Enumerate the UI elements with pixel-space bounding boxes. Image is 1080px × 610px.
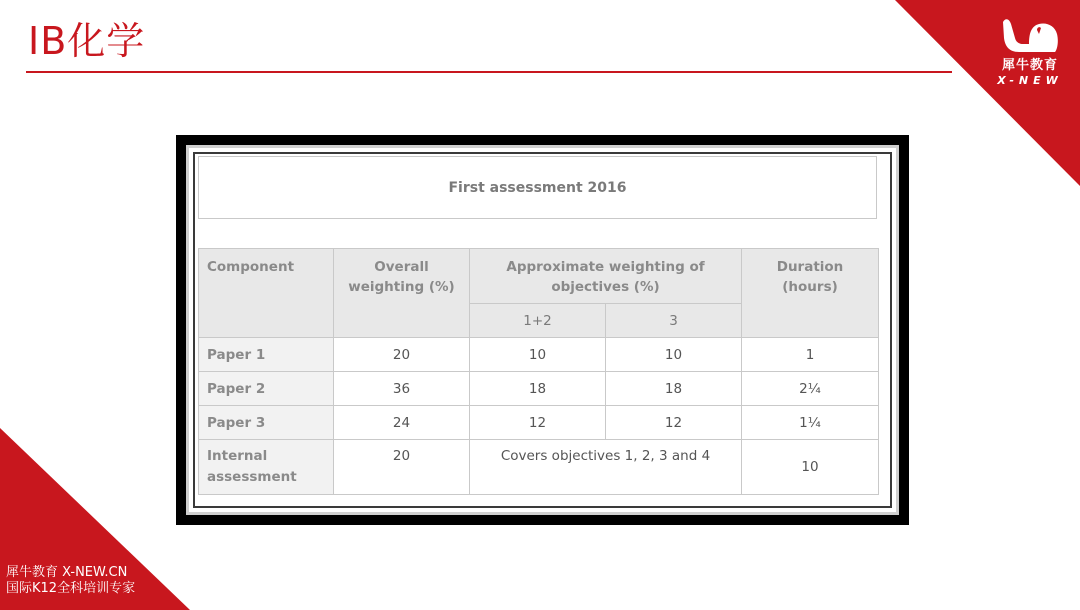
rhino-icon bbox=[999, 16, 1061, 54]
cell-overall: 24 bbox=[334, 406, 470, 440]
table-header-row bbox=[199, 249, 879, 304]
cell-overall: 20 bbox=[334, 440, 470, 495]
header-component: Component bbox=[199, 249, 334, 338]
cell-duration: 1 bbox=[742, 338, 879, 372]
header-approx-weighting: Approximate weighting of objectives (%) bbox=[470, 249, 742, 304]
cell-obj3: 12 bbox=[606, 406, 742, 440]
title-underline bbox=[26, 71, 952, 73]
cell-obj12: 10 bbox=[470, 338, 606, 372]
slide-title: IB化学 bbox=[28, 19, 146, 63]
table-row bbox=[199, 406, 879, 440]
cell-objectives-note: Covers objectives 1, 2, 3 and 4 bbox=[470, 440, 742, 495]
header-objective-3: 3 bbox=[606, 304, 742, 338]
cell-obj3: 18 bbox=[606, 372, 742, 406]
cell-obj12: 18 bbox=[470, 372, 606, 406]
cell-component: Paper 2 bbox=[199, 372, 334, 406]
cell-duration: 10 bbox=[742, 440, 879, 495]
brand-name-cn: 犀牛教育 bbox=[1001, 58, 1058, 73]
footer-text bbox=[6, 565, 135, 597]
cell-overall: 20 bbox=[334, 338, 470, 372]
footer-line-1: 犀牛教育 X-NEW.CN bbox=[6, 565, 128, 580]
footer-line-2: 国际K12全科培训专家 bbox=[6, 581, 136, 596]
cell-component: Paper 3 bbox=[199, 406, 334, 440]
cell-duration: 2¼ bbox=[742, 372, 879, 406]
table-row bbox=[199, 440, 879, 495]
table-row bbox=[199, 372, 879, 406]
header-duration: Duration (hours) bbox=[742, 249, 879, 338]
header-overall-weighting: Overall weighting (%) bbox=[334, 249, 470, 338]
cell-obj3: 10 bbox=[606, 338, 742, 372]
cell-component: Paper 1 bbox=[199, 338, 334, 372]
brand-name-en: X-NEW bbox=[997, 74, 1063, 87]
cell-obj12: 12 bbox=[470, 406, 606, 440]
header-objectives-1-2: 1+2 bbox=[470, 304, 606, 338]
cell-overall: 36 bbox=[334, 372, 470, 406]
cell-component: Internal assessment bbox=[199, 440, 334, 495]
table-row bbox=[199, 338, 879, 372]
table-caption: First assessment 2016 bbox=[198, 156, 877, 219]
assessment-table bbox=[198, 248, 879, 495]
brand-logo bbox=[985, 16, 1075, 87]
cell-duration: 1¼ bbox=[742, 406, 879, 440]
